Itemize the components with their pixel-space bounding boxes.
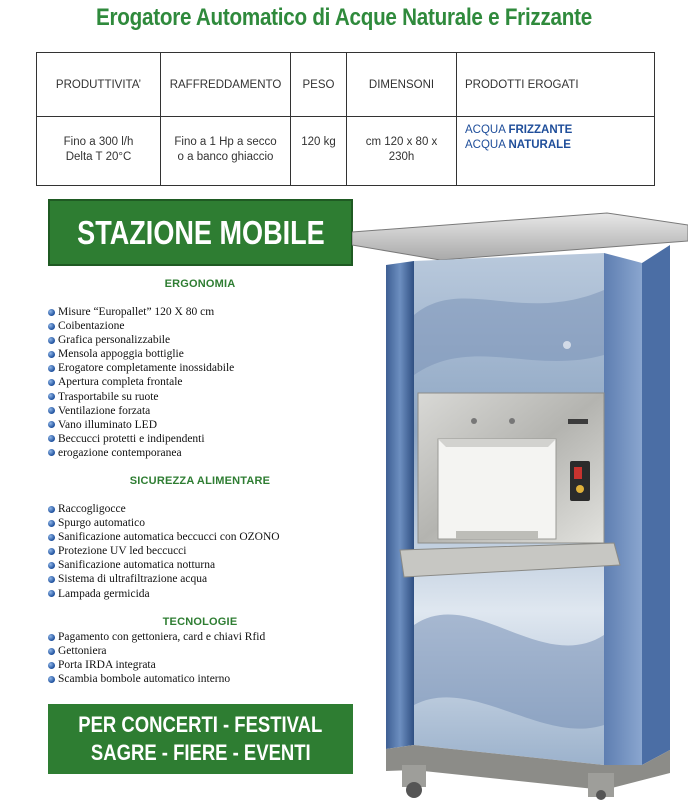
events-banner xyxy=(48,704,353,774)
bullet-icon xyxy=(48,365,55,372)
list-item xyxy=(48,530,280,544)
value-raffreddamento xyxy=(161,117,291,186)
list-item xyxy=(48,516,280,530)
bullet-icon xyxy=(48,351,55,358)
left-post xyxy=(386,261,414,749)
item-text: Sanificazione automatica beccucci con OZONO xyxy=(58,531,280,544)
item-text: Sistema di ultrafiltrazione acqua xyxy=(58,573,208,586)
list-item xyxy=(48,347,234,361)
section-title-sicurezza: SICUREZZA ALIMENTARE xyxy=(129,475,271,487)
produttivita-line: Delta T 20°C xyxy=(65,151,132,163)
nozzle-icon xyxy=(509,418,515,424)
item-text: Erogatore completamente inossidabile xyxy=(58,362,235,375)
bullet-icon xyxy=(48,634,55,641)
item-text: Protezione UV led beccucci xyxy=(58,545,187,558)
item-text: Pagamento con gettoniera, card e chiavi Rfid xyxy=(58,631,266,643)
item-text: erogazione contemporanea xyxy=(58,446,182,459)
item-text: Lampada germicida xyxy=(58,587,150,600)
section-title-ergonomia: ERGONOMIA xyxy=(164,278,236,290)
bullet-icon xyxy=(48,309,55,316)
item-text: Apertura completa frontale xyxy=(58,376,183,389)
specs-header-row xyxy=(37,53,655,117)
drip-tray xyxy=(456,531,538,539)
specs-table xyxy=(36,52,655,186)
bullet-icon xyxy=(48,323,55,330)
stazione-mobile-banner xyxy=(48,199,353,266)
list-item xyxy=(48,418,234,432)
niche-top xyxy=(438,439,556,447)
header-dimensioni: DIMENSONI xyxy=(347,53,457,117)
bullet-icon xyxy=(48,506,55,513)
bullet-icon xyxy=(48,534,55,541)
list-item xyxy=(48,432,234,446)
page-title: Erogatore Automatico di Acque Naturale e Frizzante xyxy=(96,4,592,31)
list-item xyxy=(48,587,280,601)
bullet-icon xyxy=(48,421,55,428)
events-line: PER CONCERTI - FESTIVAL xyxy=(78,712,323,737)
bullet-icon xyxy=(48,548,55,555)
produttivita-line: Fino a 300 l/h xyxy=(63,136,134,148)
prodotto-name: FRIZZANTE xyxy=(508,124,573,136)
bullet-icon xyxy=(48,407,55,414)
water-drop xyxy=(563,341,571,349)
item-text: Grafica personalizzabile xyxy=(58,334,171,347)
item-text: Raccogligocce xyxy=(58,503,126,515)
dispensing-niche xyxy=(438,439,556,539)
dimensioni-line: 230h xyxy=(388,151,415,163)
card-reader-icon xyxy=(576,485,584,493)
item-text: Misure “Europallet” 120 X 80 cm xyxy=(58,306,215,318)
bullet-icon xyxy=(48,590,55,597)
list-item xyxy=(48,558,280,572)
prodotto-name: NATURALE xyxy=(508,139,571,151)
header-raffreddamento: RAFFREDDAMENTO xyxy=(161,53,291,117)
bullet-icon xyxy=(48,379,55,386)
header-produttivita: PRODUTTIVITA’ xyxy=(37,53,161,117)
item-text: Spurgo automatico xyxy=(58,517,145,530)
bullet-icon xyxy=(48,520,55,527)
header-peso: PESO xyxy=(291,53,347,117)
banner-text: STAZIONE MOBILE xyxy=(76,213,325,251)
list-item xyxy=(48,544,280,558)
header-prodotti: PRODOTTI EROGATI xyxy=(457,53,655,117)
value-produttivita xyxy=(37,117,161,186)
list-item xyxy=(48,390,234,404)
list-item xyxy=(48,572,280,586)
ergonomia-list xyxy=(48,305,234,460)
list-item xyxy=(48,644,265,658)
sicurezza-list xyxy=(48,502,280,601)
tecnologie-list xyxy=(48,630,265,686)
wheel-icon xyxy=(406,782,422,798)
bullet-icon xyxy=(48,449,55,456)
events-line: SAGRE - FIERE - EVENTI xyxy=(90,740,311,765)
item-text: Sanificazione automatica notturna xyxy=(58,559,216,572)
list-item xyxy=(48,502,280,516)
list-item xyxy=(48,446,234,460)
list-item xyxy=(48,630,265,644)
bullet-icon xyxy=(48,337,55,344)
right-back-panel xyxy=(642,245,670,765)
coin-slot-red xyxy=(574,467,582,479)
water-dispenser-illustration xyxy=(352,205,688,800)
roof xyxy=(352,213,688,260)
list-item xyxy=(48,361,234,375)
item-text: Porta IRDA integrata xyxy=(58,659,156,672)
wheel-icon xyxy=(596,790,606,800)
specs-value-row xyxy=(37,117,655,186)
section-title-tecnologie: TECNOLOGIE xyxy=(162,616,238,628)
bullet-icon xyxy=(48,662,55,669)
list-item xyxy=(48,333,234,347)
item-text: Gettoniera xyxy=(58,645,107,658)
item-text: Coibentazione xyxy=(58,320,125,333)
list-item xyxy=(48,404,234,418)
item-text: Scambia bombole automatico interno xyxy=(58,673,231,686)
list-item xyxy=(48,672,265,686)
prodotto-naturale xyxy=(465,138,650,153)
bullet-icon xyxy=(48,676,55,683)
dimensioni-line: cm 120 x 80 x xyxy=(365,136,438,148)
list-item xyxy=(48,319,234,333)
bullet-icon xyxy=(48,393,55,400)
bullet-icon xyxy=(48,576,55,583)
item-text: Vano illuminato LED xyxy=(58,418,158,431)
value-prodotti xyxy=(457,117,655,186)
bullet-icon xyxy=(48,435,55,442)
raffreddamento-line: o a banco ghiaccio xyxy=(177,151,274,163)
list-item xyxy=(48,305,234,319)
prodotto-prefix: ACQUA xyxy=(465,124,509,136)
right-side-panel xyxy=(604,253,642,765)
prodotto-prefix: ACQUA xyxy=(465,139,509,151)
item-text: Trasportabile su ruote xyxy=(58,390,159,403)
item-text: Beccucci protetti e indipendenti xyxy=(58,432,205,445)
value-dimensioni xyxy=(347,117,457,186)
item-text: Mensola appoggia bottiglie xyxy=(58,348,184,361)
display-panel xyxy=(568,419,588,424)
raffreddamento-line: Fino a 1 Hp a secco xyxy=(174,136,277,148)
list-item xyxy=(48,375,234,389)
item-text: Ventilazione forzata xyxy=(58,404,151,417)
list-item xyxy=(48,658,265,672)
bullet-icon xyxy=(48,562,55,569)
bullet-icon xyxy=(48,648,55,655)
value-peso: 120 kg xyxy=(291,117,347,186)
nozzle-icon xyxy=(471,418,477,424)
prodotto-frizzante xyxy=(465,123,650,138)
